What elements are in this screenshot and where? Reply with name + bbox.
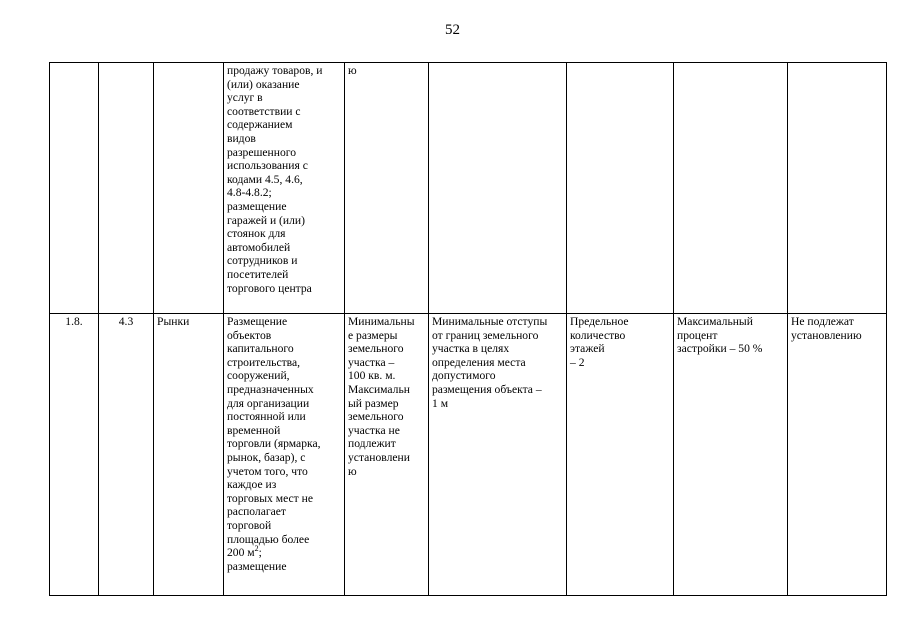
- description-line: каждое из: [227, 478, 277, 492]
- description-line: посетителей: [227, 267, 289, 281]
- description-line: капитального: [227, 342, 294, 356]
- plot-size-line: земельного: [348, 410, 404, 424]
- description-line: услуг в: [227, 91, 263, 105]
- plot-size-line: установлени: [348, 450, 410, 464]
- use-description-cell: [224, 63, 345, 314]
- description-line: торговой: [227, 518, 272, 532]
- description-line: сооружений,: [227, 369, 290, 383]
- description-line: предназначенных: [227, 382, 314, 396]
- description-line: Размещение: [227, 315, 288, 328]
- description-area-line: [227, 546, 341, 560]
- floors-line: Предельное: [570, 315, 629, 328]
- setback-line: участка в целях: [432, 342, 510, 356]
- floors-line: этажей: [570, 342, 605, 356]
- coverage-cell: [674, 314, 788, 596]
- description-line: (или) оказание: [227, 77, 300, 91]
- use-description-cell: [224, 314, 345, 596]
- floors-cell: [567, 63, 674, 314]
- setback-cell: [429, 63, 567, 314]
- description-line: использования с: [227, 159, 308, 173]
- page-number: 52: [445, 22, 460, 38]
- coverage-line: процент: [677, 328, 718, 342]
- plot-size-line: земельного: [348, 342, 404, 356]
- description-line: продажу товаров, и: [227, 64, 323, 77]
- description-line: соответствии с: [227, 104, 301, 118]
- setback-line: размещения объекта –: [432, 382, 542, 396]
- description-line: торговых мест не: [227, 491, 313, 505]
- use-code-cell: [99, 63, 154, 314]
- floors-line: – 2: [570, 355, 585, 369]
- row-number-cell: [50, 63, 99, 314]
- description-line: объектов: [227, 328, 272, 342]
- plot-size-line: ый размер: [348, 396, 399, 410]
- setback-cell: [429, 314, 567, 596]
- restrictions-line: установлению: [791, 328, 862, 342]
- plot-size-line: Максимальн: [348, 382, 410, 396]
- setback-line: от границ земельного: [432, 328, 539, 342]
- plot-size-line: ю: [348, 64, 357, 77]
- description-line: гаражей и (или): [227, 213, 305, 227]
- description-line: сотрудников и: [227, 254, 298, 268]
- description-line: торговли (ярмарка,: [227, 437, 321, 451]
- description-line: временной: [227, 423, 281, 437]
- description-line: автомобилей: [227, 240, 291, 254]
- row-number-cell: 1.8.: [50, 314, 99, 596]
- table-row: [50, 314, 887, 596]
- plot-size-line: участка –: [348, 355, 395, 369]
- description-line: разрешенного: [227, 145, 297, 159]
- setback-line: Минимальные отступы: [432, 315, 548, 328]
- coverage-line: Максимальный: [677, 315, 753, 328]
- coverage-line: застройки – 50 %: [677, 342, 763, 356]
- plot-size-line: подлежит: [348, 437, 396, 451]
- description-line: располагает: [227, 505, 286, 519]
- description-line: содержанием: [227, 118, 293, 132]
- area-suffix: ;: [258, 546, 262, 560]
- regulations-table: [49, 62, 887, 596]
- description-line: строительства,: [227, 355, 301, 369]
- description-line: размещение: [227, 559, 287, 573]
- setback-line: допустимого: [432, 369, 496, 383]
- plot-size-line: ю: [348, 464, 357, 478]
- description-line: торгового центра: [227, 281, 312, 295]
- description-line: для организации: [227, 396, 310, 410]
- description-line: видов: [227, 131, 256, 145]
- table-row: [50, 63, 887, 314]
- floors-cell: [567, 314, 674, 596]
- use-name-cell: Рынки: [154, 314, 224, 596]
- plot-size-cell: [345, 314, 429, 596]
- description-line: рынок, базар), с: [227, 450, 306, 464]
- plot-size-cell: [345, 63, 429, 314]
- description-line: площадью более: [227, 532, 310, 546]
- coverage-cell: [674, 63, 788, 314]
- restrictions-line: Не подлежат: [791, 315, 854, 328]
- area-superscript: 2: [254, 544, 259, 554]
- description-line: 4.8-4.8.2;: [227, 186, 272, 200]
- plot-size-line: 100 кв. м.: [348, 369, 396, 383]
- use-name-cell: [154, 63, 224, 314]
- description-line: кодами 4.5, 4.6,: [227, 172, 303, 186]
- area-value: 200 м: [227, 546, 255, 560]
- use-code-cell: 4.3: [99, 314, 154, 596]
- description-line: учетом того, что: [227, 464, 308, 478]
- description-line: стоянок для: [227, 227, 286, 241]
- description-line: размещение: [227, 199, 287, 213]
- setback-line: 1 м: [432, 396, 449, 410]
- restrictions-cell: [788, 314, 887, 596]
- description-line: постоянной или: [227, 410, 306, 424]
- plot-size-line: участка не: [348, 423, 400, 437]
- floors-line: количество: [570, 328, 626, 342]
- setback-line: определения места: [432, 355, 526, 369]
- plot-size-line: Минимальны: [348, 315, 415, 328]
- plot-size-line: е размеры: [348, 328, 398, 342]
- restrictions-cell: [788, 63, 887, 314]
